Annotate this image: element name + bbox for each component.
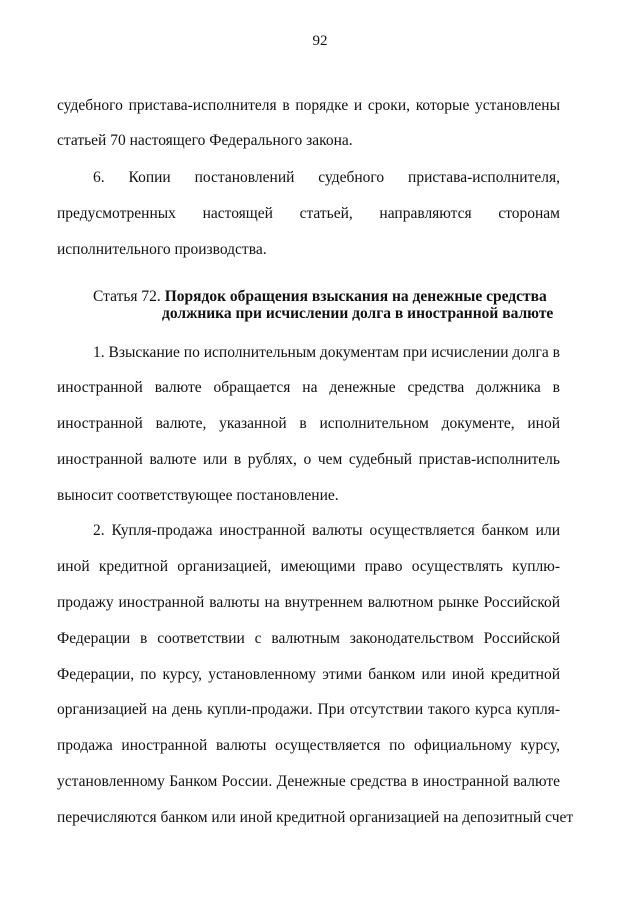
text-line: 2. Купля-продажа иностранной валюты осуществляется банком или [93, 522, 560, 539]
text-line: выносит соответствующее постановление. [57, 487, 339, 504]
text-line: 1. Взыскание по исполнительным документам при исчислении долга в [93, 344, 560, 361]
text-line: иностранной валюте или в рублях, о чем судебный пристав-исполнитель [57, 451, 560, 468]
text-line: перечисляются банком или иной кредитной организацией на депозитный счет [57, 809, 574, 826]
text-line: иной кредитной организацией, имеющими право осуществлять куплю- [57, 558, 560, 575]
text-line: 6. Копии постановлений судебного пристава-исполнителя, [93, 169, 560, 186]
article-label: Статья 72. [93, 288, 161, 305]
text-line: судебного пристава-исполнителя в порядке и сроки, которые установлены [57, 97, 560, 114]
text-line: организацией на день купли-продажи. При отсутствии такого курса купля- [57, 701, 560, 718]
text-line: иностранной валюте обращается на денежные средства должника в [57, 379, 560, 396]
text-line: установленному Банком России. Денежные средства в иностранной валюте [57, 773, 560, 790]
article-title-line1: Порядок обращения взыскания на денежные средства [164, 288, 547, 305]
text-line: статьей 70 настоящего Федерального закона. [57, 132, 353, 149]
text-line: Федерации, по курсу, установленному этими банком или иной кредитной [57, 666, 560, 683]
text-line: Федерации в соответствии с валютным законодательством Российской [57, 630, 560, 647]
text-line: предусмотренных настоящей статьей, направляются сторонам [57, 205, 560, 222]
page-number: 92 [312, 33, 328, 49]
text-line: продажу иностранной валюты на внутреннем валютном рынке Российской [57, 594, 560, 611]
text-line: продажа иностранной валюты осуществляется по официальному курсу, [57, 737, 560, 754]
article-title-line2: должника при исчислении долга в иностранной валюте [162, 305, 554, 322]
text-line: иностранной валюте, указанной в исполнительном документе, иной [57, 415, 560, 432]
text-line: исполнительного производства. [57, 241, 267, 258]
